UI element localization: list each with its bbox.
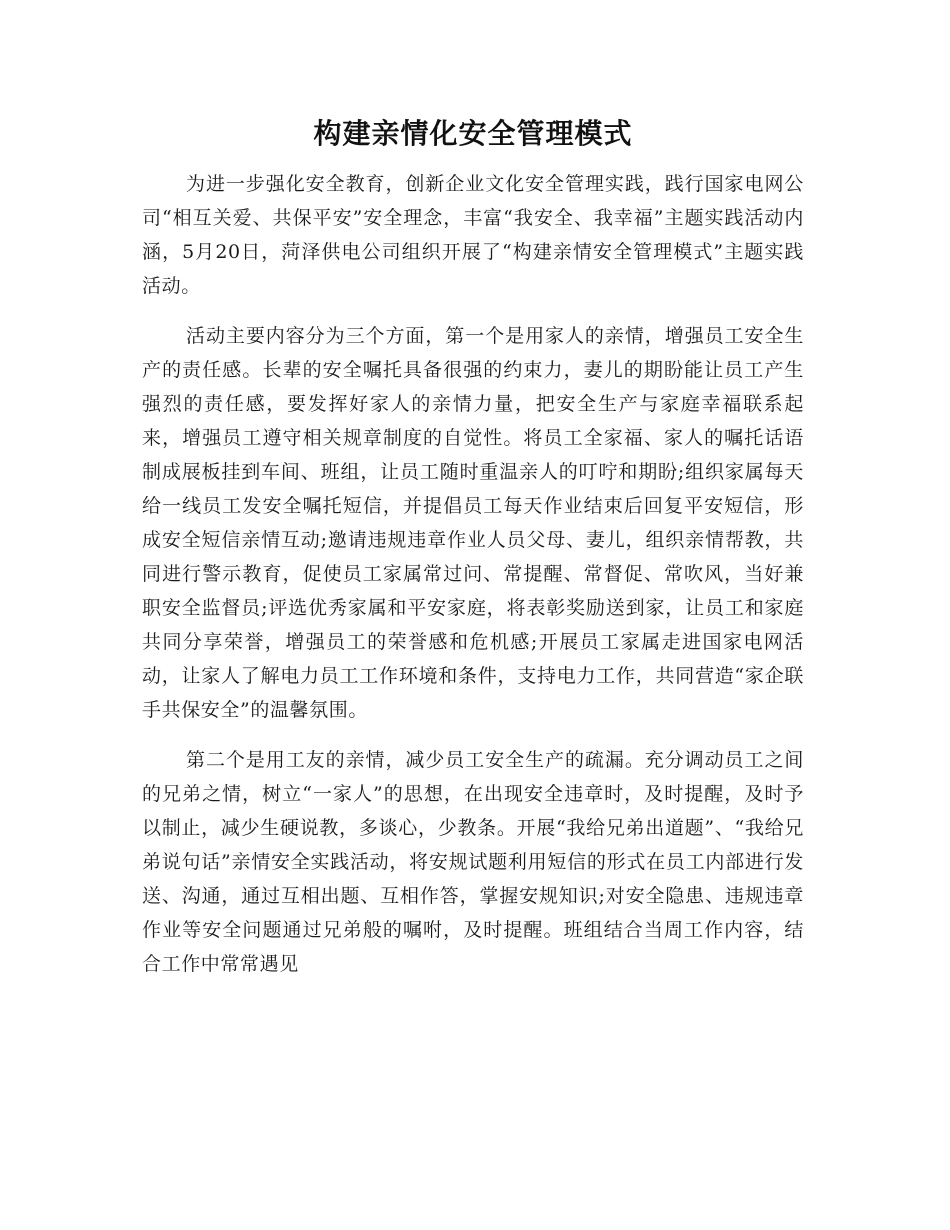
paragraph-intro: 为进一步强化安全教育，创新企业文化安全管理实践，践行国家电网公司“相互关爱、共保平安”安全理念，丰富“我安全、我幸福”主题实践活动内涵，5月20日，菏泽供电公司组织开展了“构建亲情安全管理模式”主题实践活动。 [142,173,804,297]
document-title: 构建亲情化安全管理模式 [313,117,633,150]
paragraph-family: 活动主要内容分为三个方面，第一个是用家人的亲情，增强员工安全生产的责任感。长辈的安全嘱托具备很强的约束力，妻儿的期盼能让员工产生强烈的责任感，要发挥好家人的亲情力量，把安全生产与家庭幸福联系起来，增强员工遵守相关规章制度的自觉性。将员工全家福、家人的嘱托话语制成展板挂到车间、班组，让员工随时重温亲人的叮咛和期盼;组织家属每天给一线员工发安全嘱托短信，并提倡员工每天作业结束后回复平安短信，形成安全短信亲情互动;邀请违规违章作业人员父母、妻儿，组织亲情帮教，共同进行警示教育，促使员工家属常过问、常提醒、常督促、常吹风，当好兼职安全监督员;评选优秀家属和平安家庭，将表彰奖励送到家，让员工和家庭共同分享荣誉，增强员工的荣誉感和危机感;开展员工家属走进国家电网活动，让家人了解电力员工工作环境和条件，支持电力工作，共同营造“家企联手共保安全”的温馨氛围。 [142,325,804,721]
document-body [142,112,804,981]
paragraph-coworkers: 第二个是用工友的亲情，减少员工安全生产的疏漏。充分调动员工之间的兄弟之情，树立“一家人”的思想，在出现安全违章时，及时提醒，及时予以制止，减少生硬说教，多谈心，少教条。开展“我给兄弟出道题”、“我给兄弟说句话”亲情安全实践活动，将安规试题利用短信的形式在员工内部进行发送、沟通，通过互相出题、互相作答，掌握安规知识;对安全隐患、违规违章作业等安全问题通过兄弟般的嘱咐，及时提醒。班组结合当周工作内容，结合工作中常常遇见 [142,749,804,975]
